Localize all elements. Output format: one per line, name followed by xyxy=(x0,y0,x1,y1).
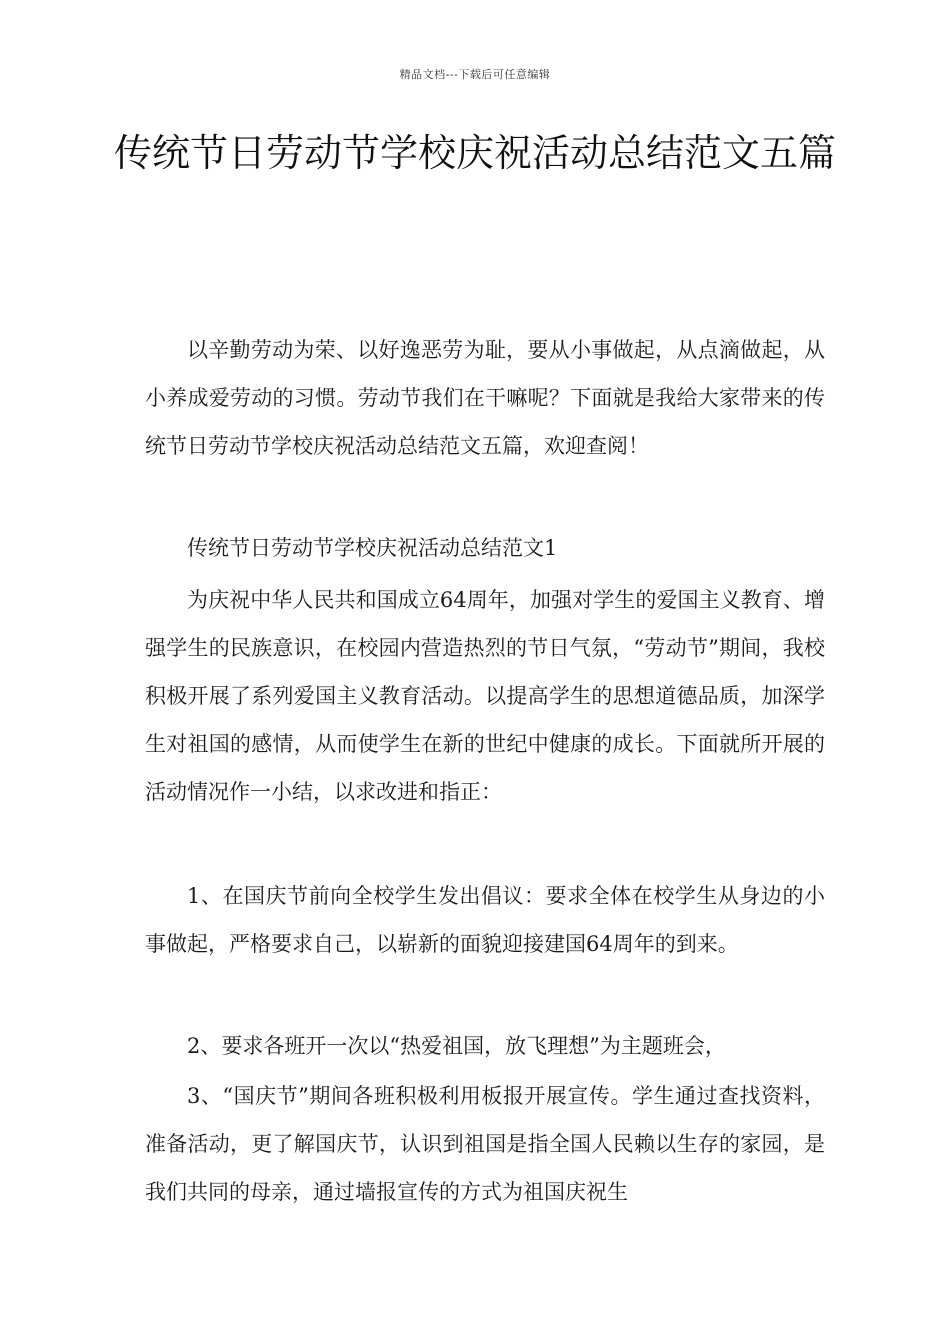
list-item-1: 1、在国庆节前向全校学生发出倡议：要求全体在校学生从身边的小事做起，严格要求自己，以崭新的面貌迎接建国64周年的到来。 xyxy=(145,884,825,956)
document-title: 传统节日劳动节学校庆祝活动总结范文五篇 xyxy=(113,131,836,175)
section-paragraph: 为庆祝中华人民共和国成立64周年，加强对学生的爱国主义教育、增强学生的民族意识，在校园内营造热烈的节日气氛，“劳动节”期间，我校积极开展了系列爱国主义教育活动。以提高学生的思想道德品质，加深学生对祖国的感情，从而使学生在新的世纪中健康的成长。下面就所开展的活动情况作一小结，以求改进和指正： xyxy=(145,588,825,804)
intro-paragraph: 以辛勤劳动为荣、以好逸恶劳为耻，要从小事做起，从点滴做起，从小养成爱劳动的习惯。劳动节我们在干嘛呢？下面就是我给大家带来的传统节日劳动节学校庆祝活动总结范文五篇，欢迎查阅！ xyxy=(145,338,825,458)
list-item-2: 2、要求各班开一次以“热爱祖国，放飞理想”为主题班会， xyxy=(187,1034,726,1058)
header-note: 精品文档---下载后可任意编辑 xyxy=(399,68,551,81)
section-heading: 传统节日劳动节学校庆祝活动总结范文1 xyxy=(187,536,558,560)
list-item-3: 3、“国庆节”期间各班积极利用板报开展宣传。学生通过查找资料，准备活动，更了解国庆节，认识到祖国是指全国人民赖以生存的家园，是我们共同的母亲，通过墙报宣传的方式为祖国庆祝生 xyxy=(145,1084,825,1204)
